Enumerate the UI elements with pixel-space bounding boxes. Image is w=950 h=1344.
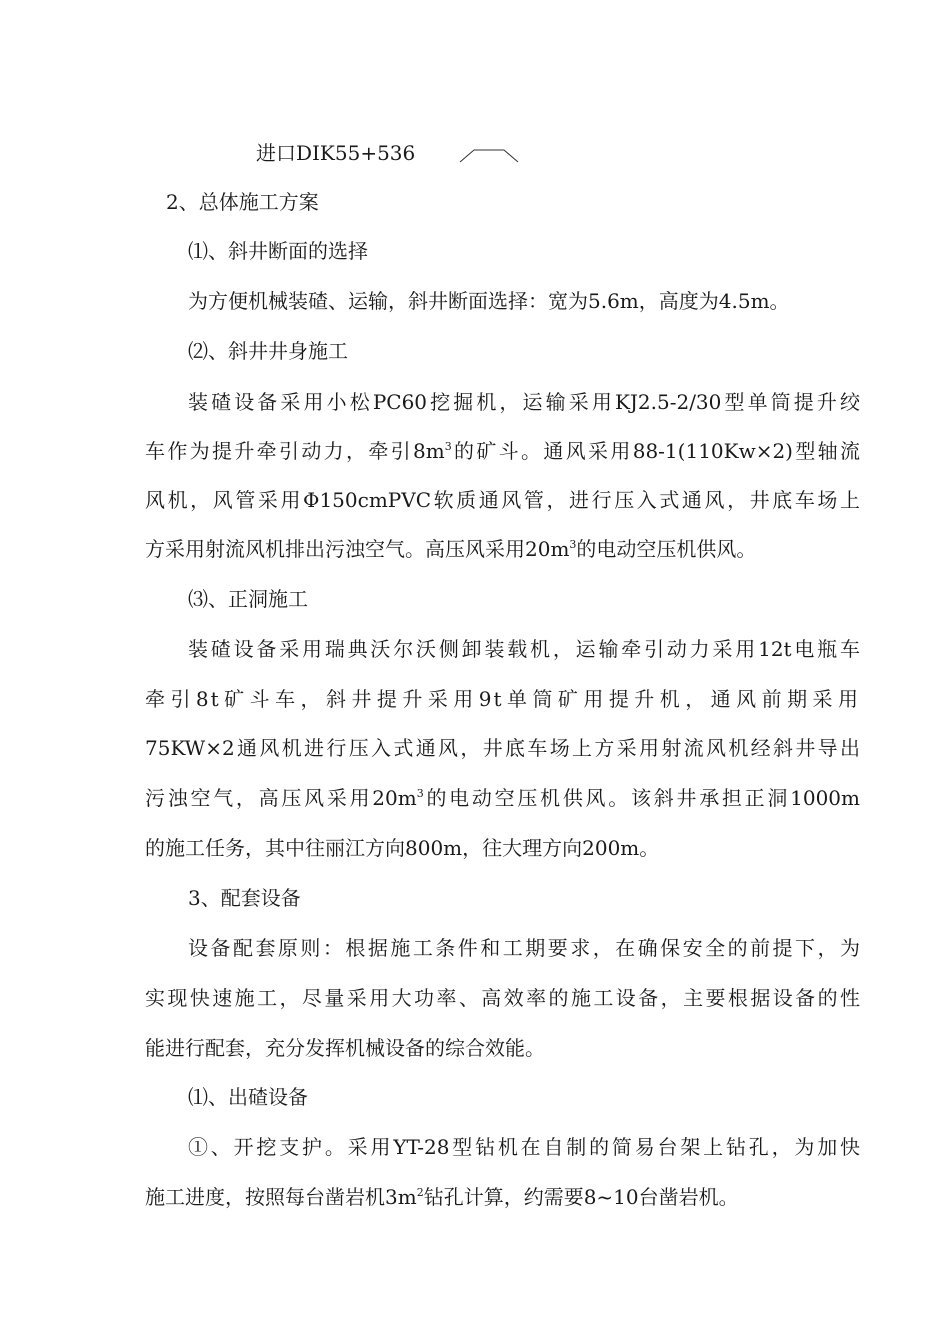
paragraph-line: 设备配套原则：根据施工条件和工期要求，在确保安全的前提下，为 [188,936,860,960]
subheading-3: ⑶、正洞施工 [188,587,308,611]
paragraph-line: 的施工任务，其中往丽江方向800m，往大理方向200m。 [145,836,660,860]
paragraph-line: 装碴设备采用小松PC60挖掘机，运输采用KJ2.5-2/30型单筒提升绞 [188,390,860,414]
paragraph-line: ①、开挖支护。采用YT-28型钻机在自制的简易台架上钻孔，为加快 [188,1135,860,1159]
paragraph-line: 实现快速施工，尽量采用大功率、高效率的施工设备，主要根据设备的性 [145,986,860,1010]
paragraph-line: 风机，风管采用Φ150cmPVC软质通风管，进行压入式通风，井底车场上 [145,488,860,512]
figure-fragment [458,146,520,166]
superscript: 2 [416,1186,424,1199]
paragraph-line: 牵引8t矿斗车，斜井提升采用9t单筒矿用提升机，通风前期采用 [145,687,860,711]
superscript: 3 [569,538,577,551]
superscript: 3 [416,787,424,800]
paragraph-line: 能进行配套，充分发挥机械设备的综合效能。 [145,1036,545,1060]
subheading-2: ⑵、斜井井身施工 [188,339,348,363]
section-heading-2: 2、总体施工方案 [166,190,319,214]
section-heading-3: 3、配套设备 [188,886,301,910]
paragraph-line: 车作为提升牵引动力，牵引$8m^3$的矿斗。通风采用88-1(110Kw×2)型轴流 [145,439,860,463]
paragraph-line: 方采用射流风机排出污浊空气。高压风采用$20m^3$的电动空压机供风。 [145,537,757,561]
superscript: 3 [444,440,452,453]
paragraph-line: 装碴设备采用瑞典沃尔沃侧卸装载机，运输牵引动力采用12t电瓶车 [188,637,860,661]
subheading-equipment-1: ⑴、出碴设备 [188,1085,308,1109]
location-label: 进口DIK55+536 [256,141,416,165]
subheading-1: ⑴、斜井断面的选择 [188,239,368,263]
paragraph-line: 75KW×2通风机进行压入式通风，井底车场上方采用射流风机经斜井导出 [145,736,860,760]
paragraph-line: 为方便机械装碴、运输，斜井断面选择：宽为5.6m，高度为4.5m。 [188,289,790,313]
paragraph-line: 污浊空气，高压风采用$20m^3$的电动空压机供风。该斜井承担正洞1000m [145,786,860,810]
paragraph-line: 施工进度，按照每台凿岩机$3m^2$钻孔计算，约需要8~10台凿岩机。 [145,1185,739,1209]
